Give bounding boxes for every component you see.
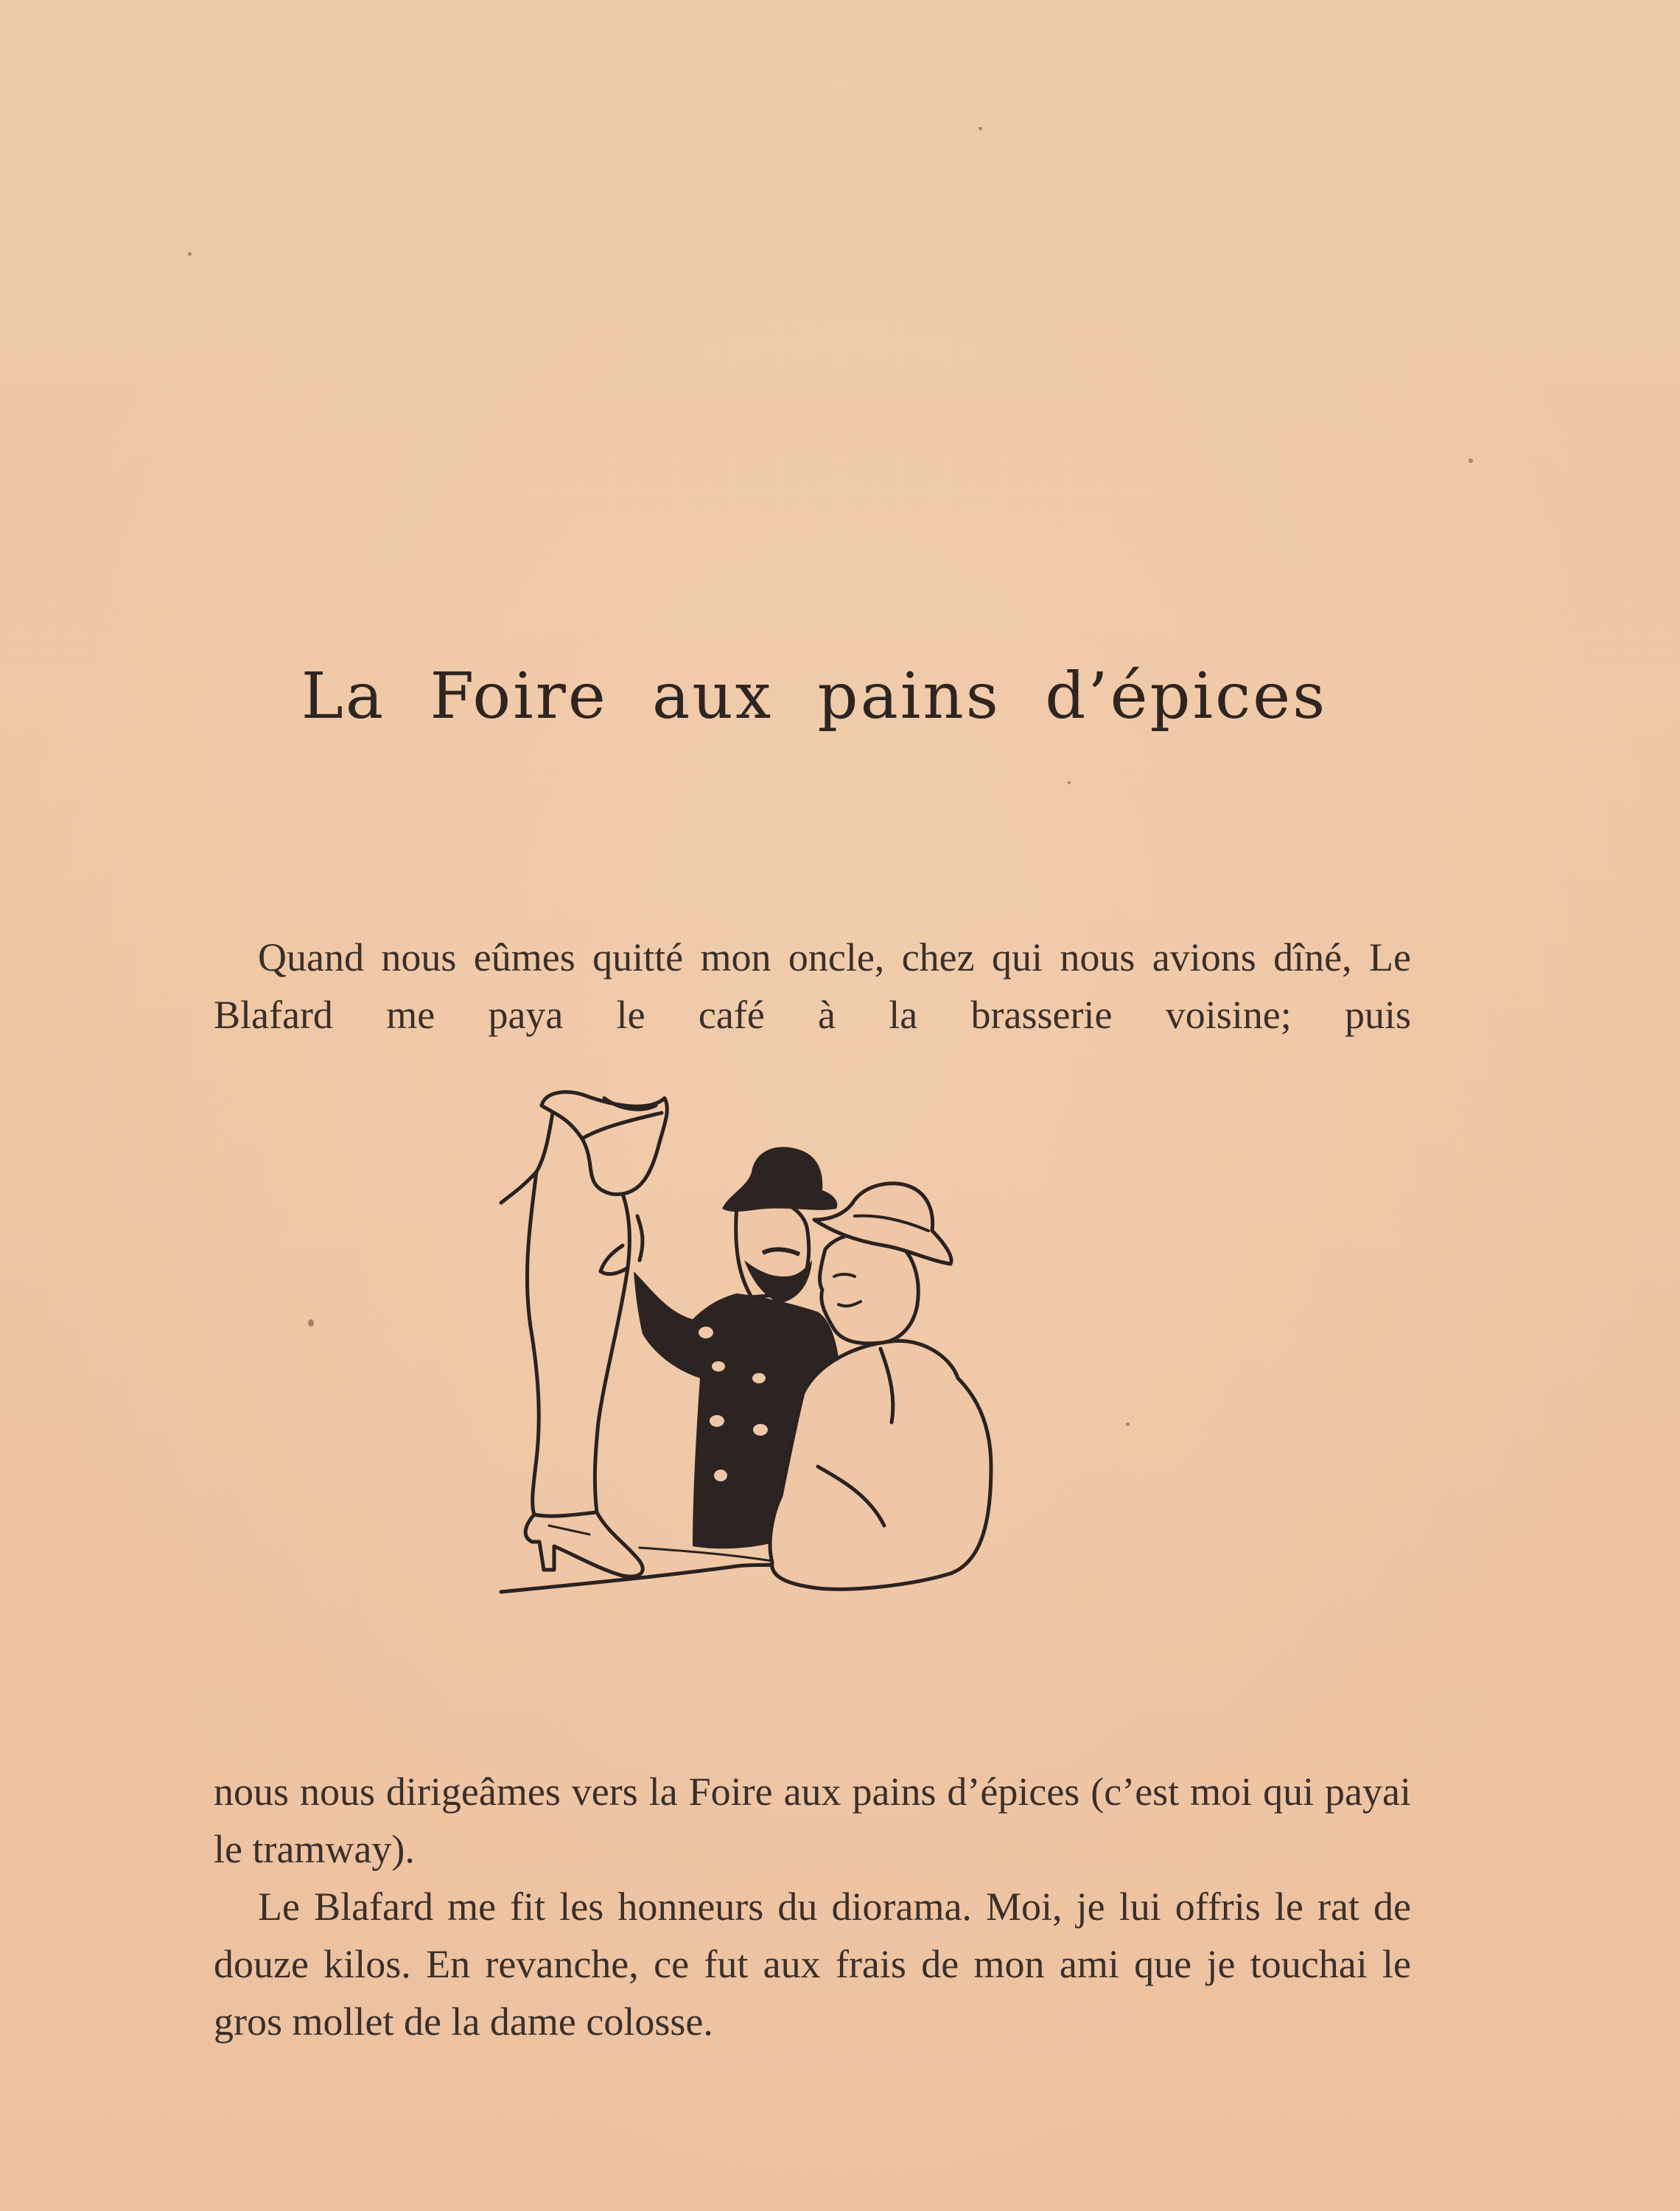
paper-speck [308, 1319, 314, 1327]
paragraph-continued [214, 1763, 1411, 2050]
paragraph-text: nous nous dirigeâmes vers la Foire aux pains d’épices (c’est moi qui payai le tramway). [214, 1770, 1411, 1871]
shoe [525, 1512, 643, 1576]
paragraph-opening [214, 929, 1411, 1044]
chapter-title: La Foire aux pains d’épices [301, 660, 1328, 733]
paper-speck [979, 127, 982, 130]
illustration-men-with-leg-display [472, 1083, 1149, 1702]
paper-speck [1469, 458, 1473, 463]
paragraph-text: Le Blafard me fit les honneurs du diorama. Moi, je lui offris le rat de douze kilos. En revanche, ce fut aux frais de mon ami que je touchai le gros mollet de la dame colosse. [214, 1885, 1411, 2044]
paragraph-text: Quand nous eûmes quitté mon oncle, chez qui nous avions dîné, Le Blafard me paya le café à la brasserie voisine; puis [214, 935, 1411, 1037]
paper-speck [188, 252, 192, 256]
paper-speck [1068, 781, 1071, 784]
leg-display [501, 1172, 629, 1516]
